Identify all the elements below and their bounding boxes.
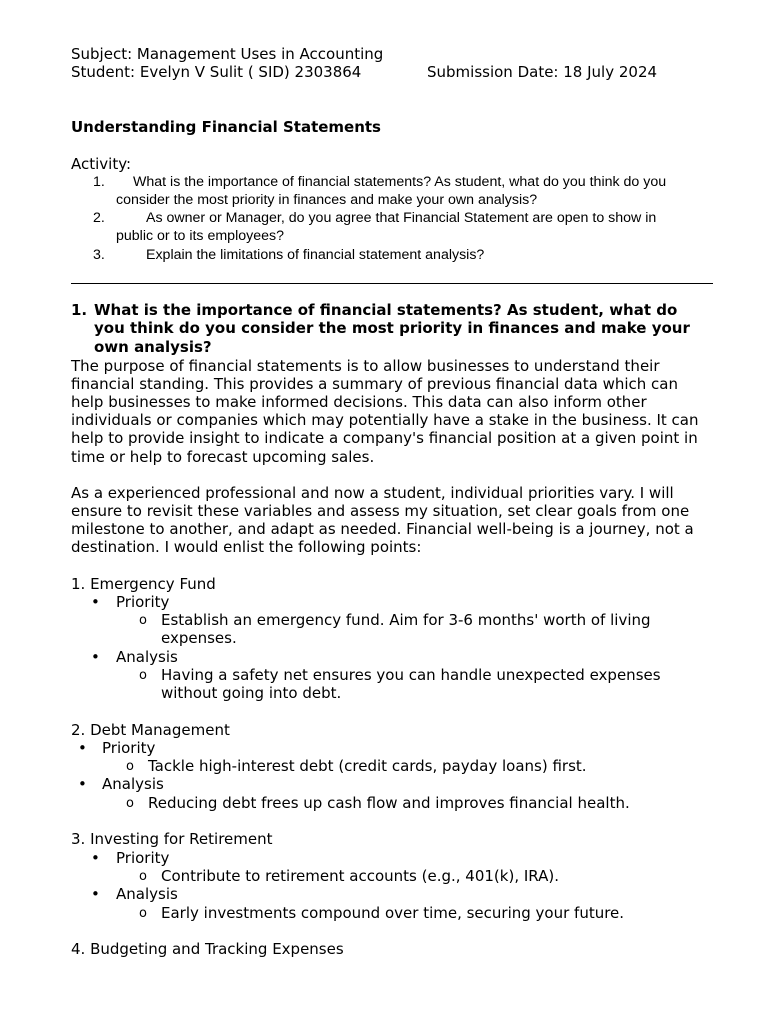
- priority-text: Establish an emergency fund. Aim for 3-6 months' worth of living expenses.: [161, 611, 651, 648]
- bullet-icon: •: [91, 592, 100, 611]
- section1-heading: [71, 301, 713, 357]
- bullet-icon: •: [78, 738, 87, 757]
- bullet-icon: •: [91, 848, 100, 867]
- item-line2: consider the most priority in finances and make your own analysis?: [116, 192, 538, 208]
- analysis-text: Having a safety net ensures you can handle unexpected expenses without going into debt.: [161, 665, 661, 703]
- item-line2: public or to its employees?: [116, 228, 284, 245]
- sub-bullet-icon: o: [126, 759, 134, 775]
- point-title: 3. Investing for Retirement: [71, 830, 273, 849]
- activity-item: [71, 173, 713, 209]
- item-line1: As owner or Manager, do you agree that Financial Statement are open to show in: [146, 210, 657, 227]
- document-page: [71, 45, 713, 959]
- analysis-label: Analysis: [102, 775, 164, 794]
- sub-bullet-icon: o: [126, 795, 134, 811]
- priority-label: Priority: [102, 738, 156, 757]
- analysis-label: Analysis: [116, 885, 178, 904]
- priority-text: Contribute to retirement accounts (e.g., 401(k), IRA).: [161, 866, 559, 885]
- sub-bullet-icon: o: [139, 905, 147, 921]
- priority-bullet: [71, 593, 713, 611]
- section1-paragraph-1: The purpose of financial statements is to allow businesses to understand their financial standing. This provides a summary of previous financial data which can help businesses to make informed decisions. This data can also inform other individuals or companies which may potentially have a stake in the business. It can help to provide insight to indicate a company's financial position at a given point in time or help to forecast upcoming sales.: [71, 356, 699, 466]
- sub-bullet-icon: o: [139, 613, 147, 629]
- priority-label: Priority: [116, 848, 170, 867]
- analysis-detail: [71, 904, 713, 922]
- subject-line: [71, 45, 713, 63]
- section1-paragraph-2: As a experienced professional and now a student, individual priorities vary. I will ensure to revisit these variables and assess my situation, set clear goals from one milestone to another, and adapt as needed. Financial well-being is a journey, not a destination. I would enlist the following points:: [71, 483, 694, 557]
- sub-bullet-icon: o: [139, 868, 147, 884]
- item-line1: Explain the limitations of financial statement analysis?: [146, 246, 485, 263]
- item-line1: What is the importance of financial statements? As student, what do you think do you: [133, 173, 667, 190]
- submission-date: Submission Date: 18 July 2024: [427, 63, 658, 82]
- section1-heading-text: What is the importance of financial statements? As student, what do you think do you consider the most priority in finances and make your own analysis?: [94, 300, 690, 356]
- item-number: 3.: [93, 246, 105, 263]
- section1-number: 1.: [71, 300, 88, 319]
- bullet-icon: •: [91, 885, 100, 904]
- student-text: Student: Evelyn V Sulit ( SID) 2303864: [71, 63, 362, 82]
- analysis-bullet: [71, 648, 713, 666]
- activity-label: Activity:: [71, 154, 132, 173]
- bullet-icon: •: [78, 775, 87, 794]
- priority-label: Priority: [116, 592, 170, 611]
- analysis-text: Early investments compound over time, securing your future.: [161, 903, 625, 922]
- activity-item: [71, 209, 713, 245]
- subject-text: Subject: Management Uses in Accounting: [71, 45, 384, 63]
- point-title: 2. Debt Management: [71, 720, 230, 739]
- point-title: 4. Budgeting and Tracking Expenses: [71, 940, 344, 959]
- activity-item: [71, 246, 713, 264]
- analysis-bullet: [71, 885, 713, 903]
- priority-bullet: [71, 739, 713, 757]
- priority-text: Tackle high-interest debt (credit cards, payday loans) first.: [148, 757, 587, 776]
- priority-bullet: [71, 849, 713, 867]
- priority-detail: [71, 757, 713, 775]
- priority-detail: [71, 611, 713, 648]
- analysis-text: Reducing debt frees up cash flow and improves financial health.: [148, 793, 630, 812]
- activity-list: [71, 173, 713, 264]
- analysis-detail: [71, 666, 713, 703]
- item-number: 2.: [93, 210, 105, 227]
- student-line: [71, 63, 713, 81]
- sub-bullet-icon: o: [139, 667, 147, 683]
- analysis-label: Analysis: [116, 647, 178, 666]
- item-number: 1.: [93, 173, 105, 190]
- document-title: Understanding Financial Statements: [71, 118, 381, 137]
- analysis-detail: [71, 794, 713, 812]
- priority-detail: [71, 867, 713, 885]
- analysis-bullet: [71, 775, 713, 793]
- bullet-icon: •: [91, 647, 100, 666]
- point-title: 1. Emergency Fund: [71, 574, 216, 593]
